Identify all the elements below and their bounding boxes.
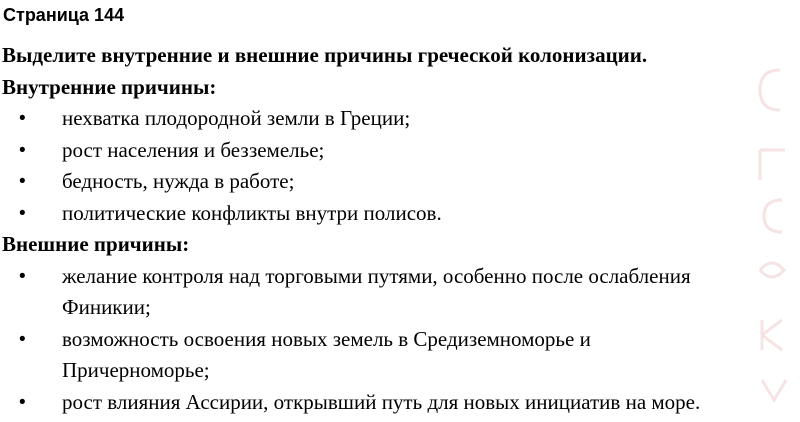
- list-item-text: нехватка плодородной земли в Греции;: [62, 106, 411, 130]
- list-item: [0, 135, 800, 167]
- list-item-text: возможность освоения новых земель в Средиземноморье и Причерноморье;: [62, 326, 591, 382]
- page-number: Страница 144: [3, 5, 125, 25]
- bullet-icon: •: [19, 139, 26, 161]
- bullet-icon: •: [19, 202, 26, 224]
- list-item: [0, 166, 800, 198]
- list-item: [0, 261, 800, 324]
- external-causes-title: Внешние причины:: [2, 232, 190, 256]
- bullet-icon: •: [19, 328, 26, 350]
- list-item: [0, 324, 800, 387]
- list-item: [0, 198, 800, 230]
- list-item-text: рост населения и безземелье;: [62, 137, 325, 162]
- list-item-text: желание контроля над торговыми путями, особенно после ослабления Финикии;: [62, 263, 691, 319]
- list-item-text: рост влияния Ассирии, открывший путь для новых инициатив на море.: [62, 389, 701, 414]
- answer-content: [0, 40, 800, 418]
- bullet-icon: •: [19, 108, 26, 129]
- bullet-icon: •: [19, 265, 26, 287]
- list-item-text: бедность, нужда в работе;: [62, 169, 295, 193]
- list-item: [0, 387, 800, 419]
- list-item: [0, 103, 800, 135]
- internal-causes-list: [0, 103, 800, 229]
- internal-causes-title: Внутренние причины:: [2, 74, 217, 99]
- task-heading: Выделите внутренние и внешние причины греческой колонизации.: [2, 43, 648, 67]
- bullet-icon: •: [19, 391, 26, 413]
- external-causes-list: [0, 261, 800, 419]
- bullet-icon: •: [19, 171, 26, 192]
- list-item-text: политические конфликты внутри полисов.: [62, 200, 442, 225]
